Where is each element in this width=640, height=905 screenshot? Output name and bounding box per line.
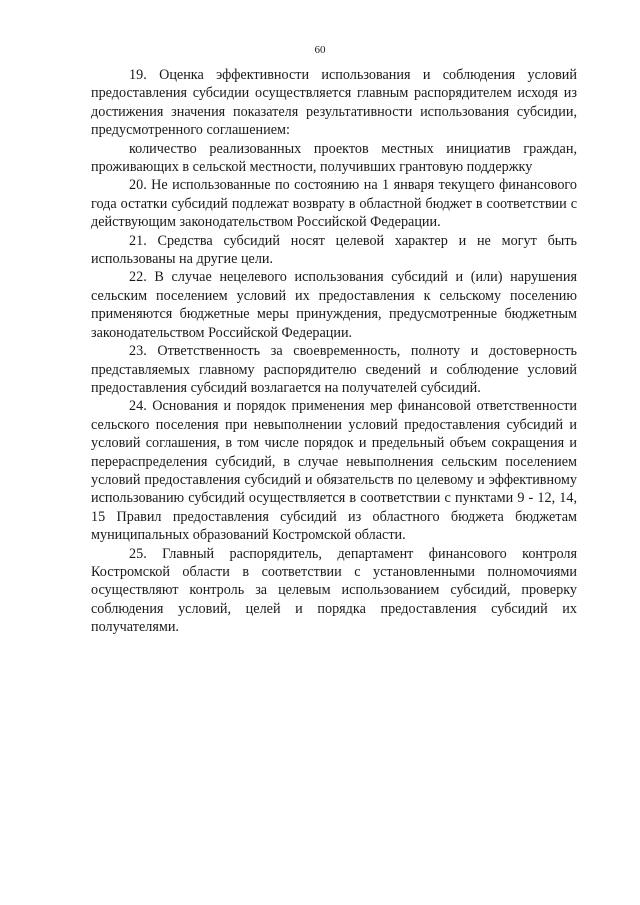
paragraph-24: 24. Основания и порядок применения мер финансовой ответственности сельского поселения при невыполнении условий предоставления субсидий и условий соглашения, в том числе порядок и предельный объем сокращения и перераспределения субсидий, в случае невыполнения сельским поселением условий предоставления субсидий и обязательств по целевому и эффективному использованию субсидий осуществляется в соответствии с пунктами 9 - 12, 14, 15 Правил предоставления субсидий из областного бюджета бюджетам муниципальных образований Костромской области. [91, 398, 577, 544]
page-number: 60 [314, 44, 326, 56]
paragraph-23: 23. Ответственность за своевременность, полноту и достоверность представляемых главному распорядителю сведений и соблюдение условий предоставления субсидий возлагается на получателей субсидий. [91, 343, 577, 396]
paragraph-20: 20. Не использованные по состоянию на 1 января текущего финансового года остатки субсидий подлежат возврату в областной бюджет в соответствии с действующим законодательством Российской Федерации. [91, 177, 577, 231]
paragraph-22: 22. В случае нецелевого использования субсидий и (или) нарушения сельским поселением условий их предоставления к сельскому поселению применяются бюджетные меры принуждения, предусмотренные бюджетным законодательством Российской Федерации. [91, 269, 577, 341]
paragraph-19: 19. Оценка эффективности использования и соблюдения условий предоставления субсидии осуществляется главным распорядителем исходя из достижения значения показателя результативности использования субсидии, предусмотренного соглашением: [91, 67, 577, 139]
paragraph-25: 25. Главный распорядитель, департамент финансового контроля Костромской области в соответствии с установленными полномочиями осуществляют контроль за целевым использованием субсидий, проверку соблюдения условий, целей и порядка предоставления субсидий их получателями. [91, 545, 577, 636]
paragraph-19-indicator: количество реализованных проектов местных инициатив граждан, проживающих в сельской местности, получивших грантовую поддержку [91, 140, 577, 176]
paragraph-21: 21. Средства субсидий носят целевой характер и не могут быть использованы на другие цели. [91, 232, 577, 268]
document-body [91, 66, 577, 637]
